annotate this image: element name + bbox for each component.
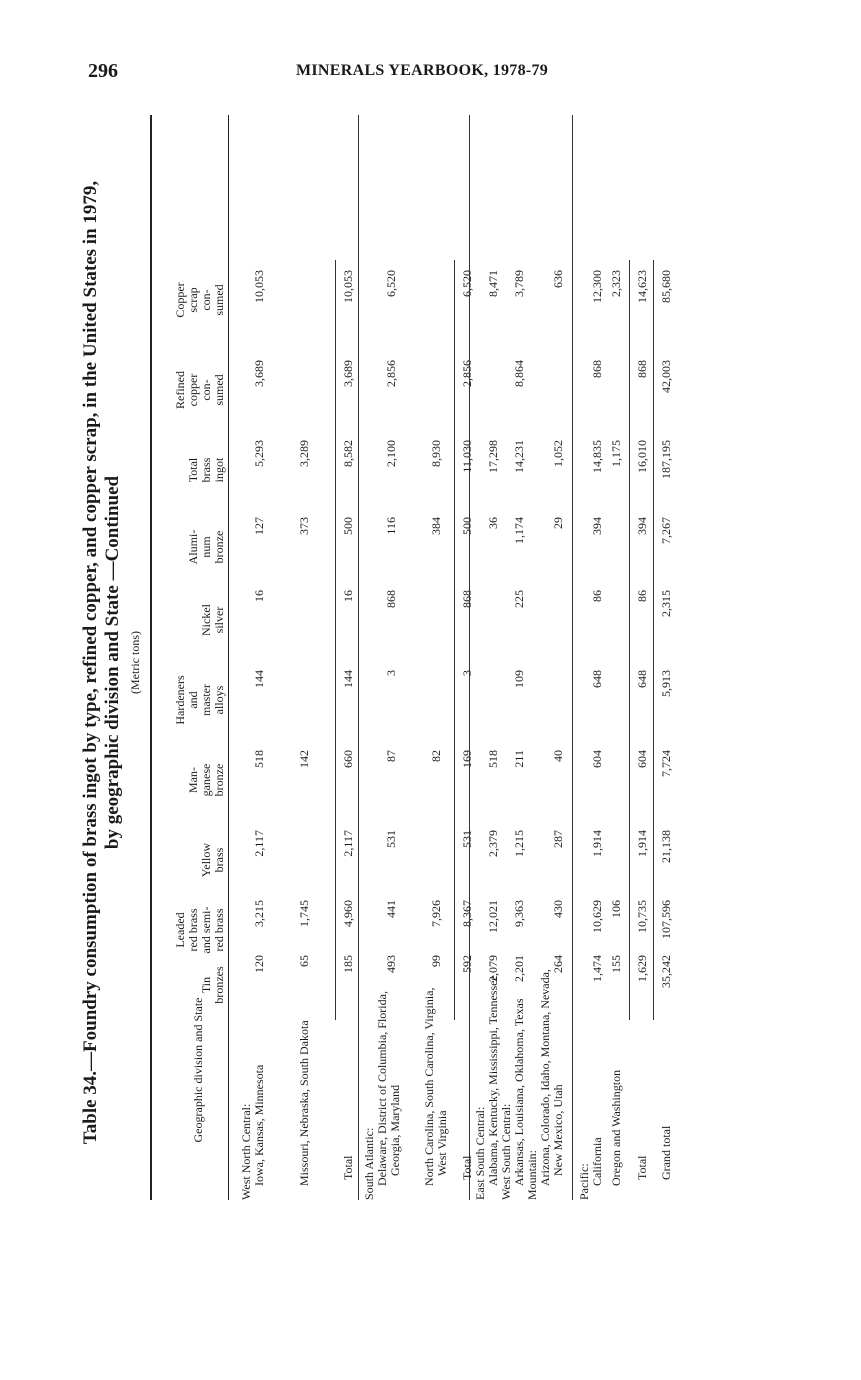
cell-sa1-tin: 493 [384,955,398,973]
cell-sa2-total-brass: 8,930 [429,440,443,467]
header-manganese-line: Man- [186,767,200,793]
cell-wnc1-aluminum: 127 [252,517,266,535]
cell-sa1-manganese: 87 [384,750,398,762]
header-aluminum [187,511,226,583]
cell-pac-total-refined: 868 [635,360,649,378]
title-line-1: Table 34.—Foundry consumption of brass ingot by type, refined copper, and copper scrap, in the United States in 1979, [80,180,101,1145]
cell-wsc-refined: 8,864 [512,360,526,387]
cell-mtn-yellow: 287 [551,830,565,848]
cell-wnc1-total-brass: 5,293 [252,440,266,467]
cell-esc-yellow: 2,379 [486,830,500,857]
group-sep-3 [572,115,573,1200]
cell-wsc-yellow: 1,215 [512,830,526,857]
cell-pac-total-scrap: 14,623 [635,270,649,303]
cell-pac-total-hardeners: 648 [635,670,649,688]
header-tin-line: bronzes [212,966,226,1004]
cell-grand-yellow: 21,138 [659,830,673,863]
cell-wnc1-refined: 3,689 [252,360,266,387]
header-refined [174,354,226,426]
cell-wsc-hardeners: 109 [512,670,526,688]
cell-wsc-manganese: 211 [512,750,526,768]
cell-esc-tin: 2,079 [486,955,500,982]
cell-wnc1-hardeners: 144 [252,670,266,688]
cell-mtn-aluminum: 29 [551,517,565,529]
cell-wnc1-leaded: 3,215 [252,900,266,927]
cell-wnc-total-yellow: 2,117 [341,830,355,857]
row-label-mtn: Mountain: [525,1150,539,1200]
cell-esc-leaded: 12,021 [486,900,500,933]
cell-wsc-aluminum: 1,174 [512,517,526,544]
group-sep-2 [469,115,470,1200]
header-nickel-line: Nickel [199,604,213,636]
cell-mtn-total-brass: 1,052 [551,440,565,467]
header-total-brass [187,434,226,506]
cell-pac2-leaded: 106 [609,900,623,918]
row-label-pac-total: Total [635,1155,649,1180]
cell-pac1-hardeners: 648 [590,670,604,688]
header-scrap-line: scrap [186,287,200,313]
cell-sa-total-manganese: 169 [460,750,474,768]
cell-sa-total-yellow: 531 [460,830,474,848]
header-aluminum-line: bronze [212,530,226,564]
cell-grand-manganese: 7,724 [659,750,673,777]
header-hardeners-line: alloys [212,685,226,715]
row-label-wnc-total: Total [341,1155,355,1180]
cell-sa2-aluminum: 384 [429,517,443,535]
cell-pac-total-manganese: 604 [635,750,649,768]
cell-mtn-scrap: 636 [551,270,565,288]
header-leaded-line: red brass [212,908,226,952]
row-label-sa1a: Delaware, District of Columbia, Florida, [375,991,389,1186]
header-scrap-line: Copper [173,282,187,318]
header-aluminum-line: Alumi- [186,529,200,565]
row-label-pac: Pacific: [577,1163,591,1200]
cell-wnc-total-aluminum: 500 [341,517,355,535]
cell-wnc2-aluminum: 373 [297,517,311,535]
cell-wnc-total-leaded: 4,960 [341,900,355,927]
row-label-grand: Grand total [659,1125,673,1180]
title-line-2: by geographic division and State —Continued [102,475,123,850]
row-label-wnc1: Iowa, Kansas, Minnesota [252,1064,266,1186]
header-yellow [200,824,226,896]
wnc-total-rule [335,260,336,1020]
row-label-wnc2: Missouri, Nebraska, South Dakota [297,1020,311,1186]
cell-wnc-total-total-brass: 8,582 [341,440,355,467]
row-label-mtn1b: New Mexico, Utah [551,1084,565,1176]
cell-wsc-leaded: 9,363 [512,900,526,927]
header-rule [228,115,229,1200]
cell-pac-total-tin: 1,629 [635,955,649,982]
cell-sa-total-leaded: 8,367 [460,900,474,927]
cell-pac1-scrap: 12,300 [590,270,604,303]
header-tin-line: Tin [199,976,213,994]
cell-wnc-total-tin: 185 [341,955,355,973]
cell-wsc-tin: 2,201 [512,955,526,982]
cell-sa-total-scrap: 6,520 [460,270,474,297]
running-head: MINERALS YEARBOOK, 1978-79 [296,62,549,79]
cell-mtn-manganese: 40 [551,750,565,762]
cell-esc-total-brass: 17,298 [486,440,500,473]
cell-sa1-aluminum: 116 [384,517,398,535]
row-label-wsc: West South Central: [499,1103,513,1200]
top-rule [150,115,152,1200]
cell-sa-total-nickel: 868 [460,590,474,608]
cell-sa-total-total-brass: 11,030 [460,440,474,473]
table-title [80,115,124,1210]
cell-pac-total-total-brass: 16,010 [635,440,649,473]
cell-wnc-total-scrap: 10,053 [341,270,355,303]
cell-pac1-yellow: 1,914 [590,830,604,857]
table-units: (Metric tons) [128,631,142,694]
cell-pac1-aluminum: 394 [590,517,604,535]
cell-sa1-scrap: 6,520 [384,270,398,297]
header-scrap-line: con- [199,289,213,311]
cell-pac1-nickel: 86 [590,590,604,602]
cell-esc-aluminum: 36 [486,517,500,529]
header-leaded-line: red brass [186,908,200,952]
cell-wnc1-scrap: 10,053 [252,270,266,303]
cell-wsc-scrap: 3,789 [512,270,526,297]
cell-wnc-total-refined: 3,689 [341,360,355,387]
cell-pac1-refined: 868 [590,360,604,378]
cell-mtn-tin: 264 [551,955,565,973]
cell-pac1-leaded: 10,629 [590,900,604,933]
row-label-sa2b: West Virginia [435,1110,449,1176]
cell-pac-total-yellow: 1,914 [635,830,649,857]
header-yellow-line: Yellow [199,842,213,878]
cell-sa1-total-brass: 2,100 [384,440,398,467]
header-hardeners-line: Hardeners [173,675,187,725]
cell-wnc2-tin: 65 [297,955,311,967]
cell-sa2-leaded: 7,926 [429,900,443,927]
cell-sa1-yellow: 531 [384,830,398,848]
header-refined-line: sumed [212,374,226,406]
header-hardeners [174,664,226,736]
cell-pac1-manganese: 604 [590,750,604,768]
cell-grand-refined: 42,003 [659,360,673,393]
rotated-table [80,115,673,1210]
header-aluminum-line: num [199,536,213,558]
header-manganese [187,744,226,816]
cell-pac2-scrap: 2,323 [609,270,623,297]
cell-pac1-total-brass: 14,835 [590,440,604,473]
cell-pac2-total-brass: 1,175 [609,440,623,467]
cell-esc-scrap: 8,471 [486,270,500,297]
row-label-pac2: Oregon and Washington [609,1069,623,1186]
row-label-sa2a: North Carolina, South Carolina, Virginia, [422,987,436,1186]
row-label-pac1: California [590,1137,604,1186]
cell-wnc2-manganese: 142 [297,750,311,768]
header-leaded-line: and semi- [199,906,213,954]
page-number: 296 [88,60,118,82]
cell-wnc1-manganese: 518 [252,750,266,768]
cell-wnc2-leaded: 1,745 [297,900,311,927]
sa-total-rule [454,260,455,1020]
cell-grand-nickel: 2,315 [659,590,673,617]
header-division: Geographic division and State [191,997,205,1143]
cell-sa-total-tin: 592 [460,955,474,973]
cell-sa2-manganese: 82 [429,750,443,762]
cell-pac2-tin: 155 [609,955,623,973]
cell-sa-total-hardeners: 3 [460,670,474,676]
header-yellow-line: brass [212,847,226,873]
group-sep-1 [358,115,359,1200]
header-manganese-line: bronze [212,763,226,797]
cell-grand-leaded: 107,596 [659,900,673,939]
row-label-sa1b: Georgia, Maryland [388,1084,402,1176]
cell-wsc-total-brass: 14,231 [512,440,526,473]
cell-wnc-total-nickel: 16 [341,590,355,602]
cell-grand-tin: 35,242 [659,955,673,988]
cell-wsc-nickel: 225 [512,590,526,608]
header-leaded-line: Leaded [173,912,187,948]
cell-sa1-leaded: 441 [384,900,398,918]
cell-sa1-nickel: 868 [384,590,398,608]
header-manganese-line: ganese [199,763,213,797]
cell-pac-total-aluminum: 394 [635,517,649,535]
row-label-esc1: Alabama, Kentucky, Mississippi, Tennessee [486,975,500,1186]
cell-sa1-hardeners: 3 [384,670,398,676]
row-label-esc: East South Central: [473,1106,487,1200]
header-refined-line: copper [186,373,200,407]
pac-total-rule [629,260,630,1020]
cell-grand-total-brass: 187,195 [659,440,673,479]
header-total-brass-line: brass [199,457,213,483]
row-label-wsc1: Arkansas, Louisiana, Oklahoma, Texas [512,998,526,1186]
cell-grand-hardeners: 5,913 [659,670,673,697]
cell-wnc1-yellow: 2,117 [252,830,266,857]
header-nickel [200,584,226,656]
cell-sa1-refined: 2,856 [384,360,398,387]
header-total-brass-line: ingot [212,457,226,483]
header-nickel-line: silver [212,606,226,634]
cell-pac1-tin: 1,474 [590,955,604,982]
cell-grand-aluminum: 7,267 [659,517,673,544]
cell-wnc1-tin: 120 [252,955,266,973]
header-hardeners-line: and [186,691,200,709]
row-label-sa: South Atlantic: [362,1127,376,1200]
cell-wnc-total-hardeners: 144 [341,670,355,688]
header-hardeners-line: master [199,684,213,716]
cell-wnc1-nickel: 16 [252,590,266,602]
cell-pac-total-leaded: 10,735 [635,900,649,933]
header-total-brass-line: Total [186,457,200,483]
cell-mtn-leaded: 430 [551,900,565,918]
cell-sa2-tin: 99 [429,955,443,967]
grand-total-rule [653,260,654,1020]
header-refined-line: con- [199,379,213,401]
header-refined-line: Refined [173,371,187,409]
header-leaded [174,894,226,966]
cell-wnc2-total-brass: 3,289 [297,440,311,467]
cell-sa-total-refined: 2,856 [460,360,474,387]
cell-grand-scrap: 85,680 [659,270,673,303]
cell-esc-manganese: 518 [486,750,500,768]
header-scrap-line: sumed [212,284,226,316]
header-scrap [174,264,226,336]
cell-sa-total-aluminum: 500 [460,517,474,535]
row-label-wnc: West North Central: [239,1103,253,1200]
cell-wnc-total-manganese: 660 [341,750,355,768]
row-label-sa-total: Total [460,1155,474,1180]
row-label-mtn1a: Arizona, Colorado, Idaho, Montana, Nevada, [538,969,552,1186]
cell-pac-total-nickel: 86 [635,590,649,602]
